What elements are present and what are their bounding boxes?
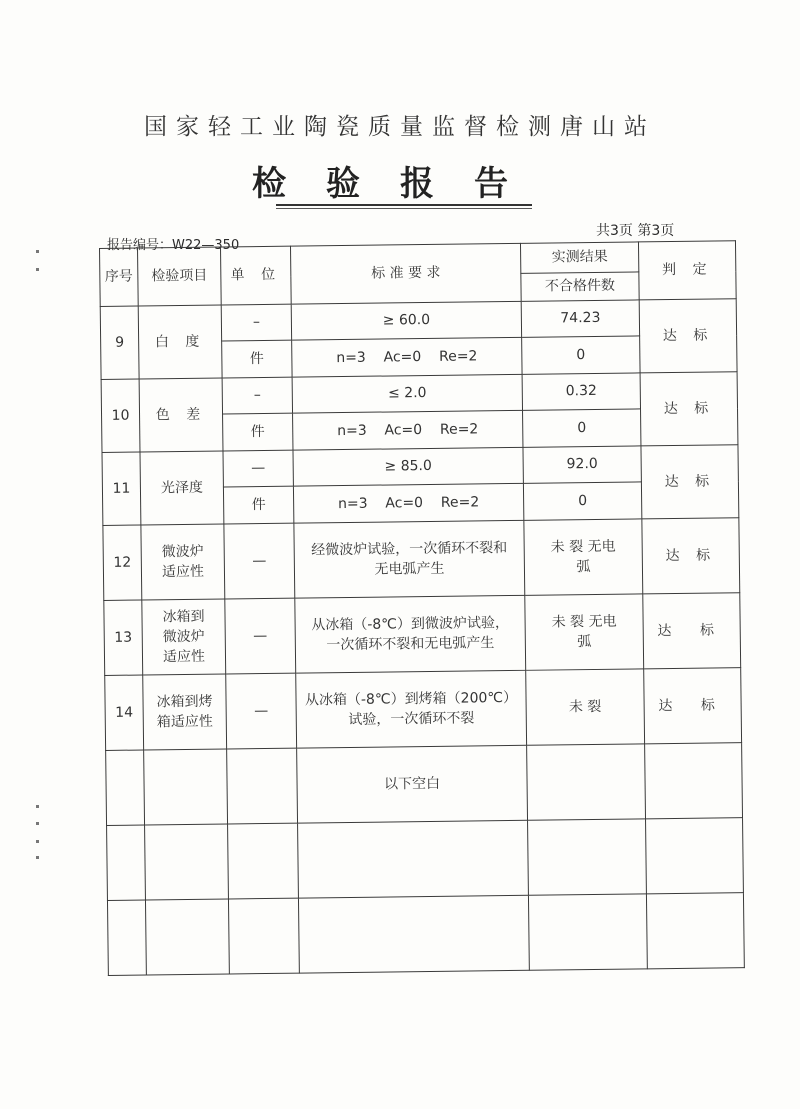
header-result-sub: 不合格件数 xyxy=(521,272,639,301)
blank-note: 以下空白 xyxy=(297,745,528,823)
table-row xyxy=(105,668,742,751)
table-row-blank xyxy=(107,818,744,901)
row-standard: ≥ 60.0 xyxy=(291,301,521,340)
row-unit: — xyxy=(225,598,296,674)
table-row xyxy=(100,299,736,343)
header-unit: 单 位 xyxy=(220,246,291,305)
header-result: 实测结果 xyxy=(520,242,638,273)
row-seq: 12 xyxy=(103,525,142,600)
row-judgment: 达 标 xyxy=(641,445,739,519)
row-result: 未 裂 无电弧 xyxy=(525,594,644,670)
table-row-blank xyxy=(106,743,743,826)
row-unit: – xyxy=(221,304,291,341)
row-unit: – xyxy=(222,377,292,414)
row-standard: 从冰箱（-8℃）到微波炉试验，一次循环不裂和无电弧产生 xyxy=(295,595,526,673)
row-result: 0.32 xyxy=(522,373,640,410)
title-underline xyxy=(276,204,532,206)
row-judgment: 达 标 xyxy=(640,372,738,446)
report-title: 检验报告 xyxy=(252,164,548,204)
table-header-row xyxy=(100,241,736,279)
row-result: 0 xyxy=(523,409,641,447)
organization-name: 国家轻工业陶瓷质量监督检测唐山站 xyxy=(144,114,656,140)
row-seq: 9 xyxy=(100,306,139,379)
row-result: 74.23 xyxy=(521,300,639,337)
inspection-table xyxy=(99,240,745,976)
row-standard: ≤ 2.0 xyxy=(292,374,522,413)
row-result: 0 xyxy=(523,482,641,520)
row-unit: — xyxy=(226,673,297,749)
row-standard: ≥ 85.0 xyxy=(293,447,523,486)
row-judgment: 达 标 xyxy=(639,299,737,373)
row-unit: 件 xyxy=(222,340,292,378)
header-item: 检验项目 xyxy=(138,247,222,306)
header-judgment: 判 定 xyxy=(638,241,736,300)
table-row xyxy=(103,518,740,601)
row-item: 光泽度 xyxy=(140,451,224,525)
row-standard: n=3 Ac=0 Re=2 xyxy=(293,410,523,450)
row-item: 微波炉适应性 xyxy=(141,524,225,600)
row-seq: 13 xyxy=(104,600,143,675)
row-item: 冰箱到微波炉适应性 xyxy=(142,599,226,675)
table-row xyxy=(104,593,741,676)
row-seq: 11 xyxy=(102,452,141,525)
report-number: 报告编号：W22—350 xyxy=(107,238,240,253)
row-seq: 14 xyxy=(105,675,144,750)
row-judgment: 达 标 xyxy=(643,593,741,669)
row-result: 0 xyxy=(522,336,640,374)
table-row-blank xyxy=(107,893,744,976)
title-underline-thin xyxy=(276,208,532,209)
table-row xyxy=(102,445,738,489)
row-unit: 件 xyxy=(223,486,293,524)
row-item: 冰箱到烤箱适应性 xyxy=(143,674,227,750)
row-judgment: 达 标 xyxy=(644,668,742,744)
header-seq: 序号 xyxy=(100,248,139,306)
binding-marks xyxy=(36,250,44,870)
row-unit: 件 xyxy=(223,413,293,451)
row-item: 白 度 xyxy=(138,305,222,379)
header-standard: 标 准 要 求 xyxy=(290,243,521,304)
row-standard: n=3 Ac=0 Re=2 xyxy=(293,483,523,523)
row-standard: 从冰箱（-8℃）到烤箱（200℃）试验，一次循环不裂 xyxy=(296,670,527,748)
row-seq: 10 xyxy=(101,379,140,452)
row-standard: 经微波炉试验，一次循环不裂和无电弧产生 xyxy=(294,520,525,598)
row-standard: n=3 Ac=0 Re=2 xyxy=(292,337,522,377)
row-item: 色 差 xyxy=(139,378,223,452)
row-unit: — xyxy=(223,450,293,487)
row-result: 92.0 xyxy=(523,446,641,483)
page-info: 共3页 第3页 xyxy=(596,223,675,239)
row-result: 未 裂 xyxy=(526,669,645,745)
row-judgment: 达 标 xyxy=(642,518,740,594)
row-unit: — xyxy=(224,523,295,599)
table-row xyxy=(101,372,737,416)
row-result: 未 裂 无电弧 xyxy=(524,519,643,595)
